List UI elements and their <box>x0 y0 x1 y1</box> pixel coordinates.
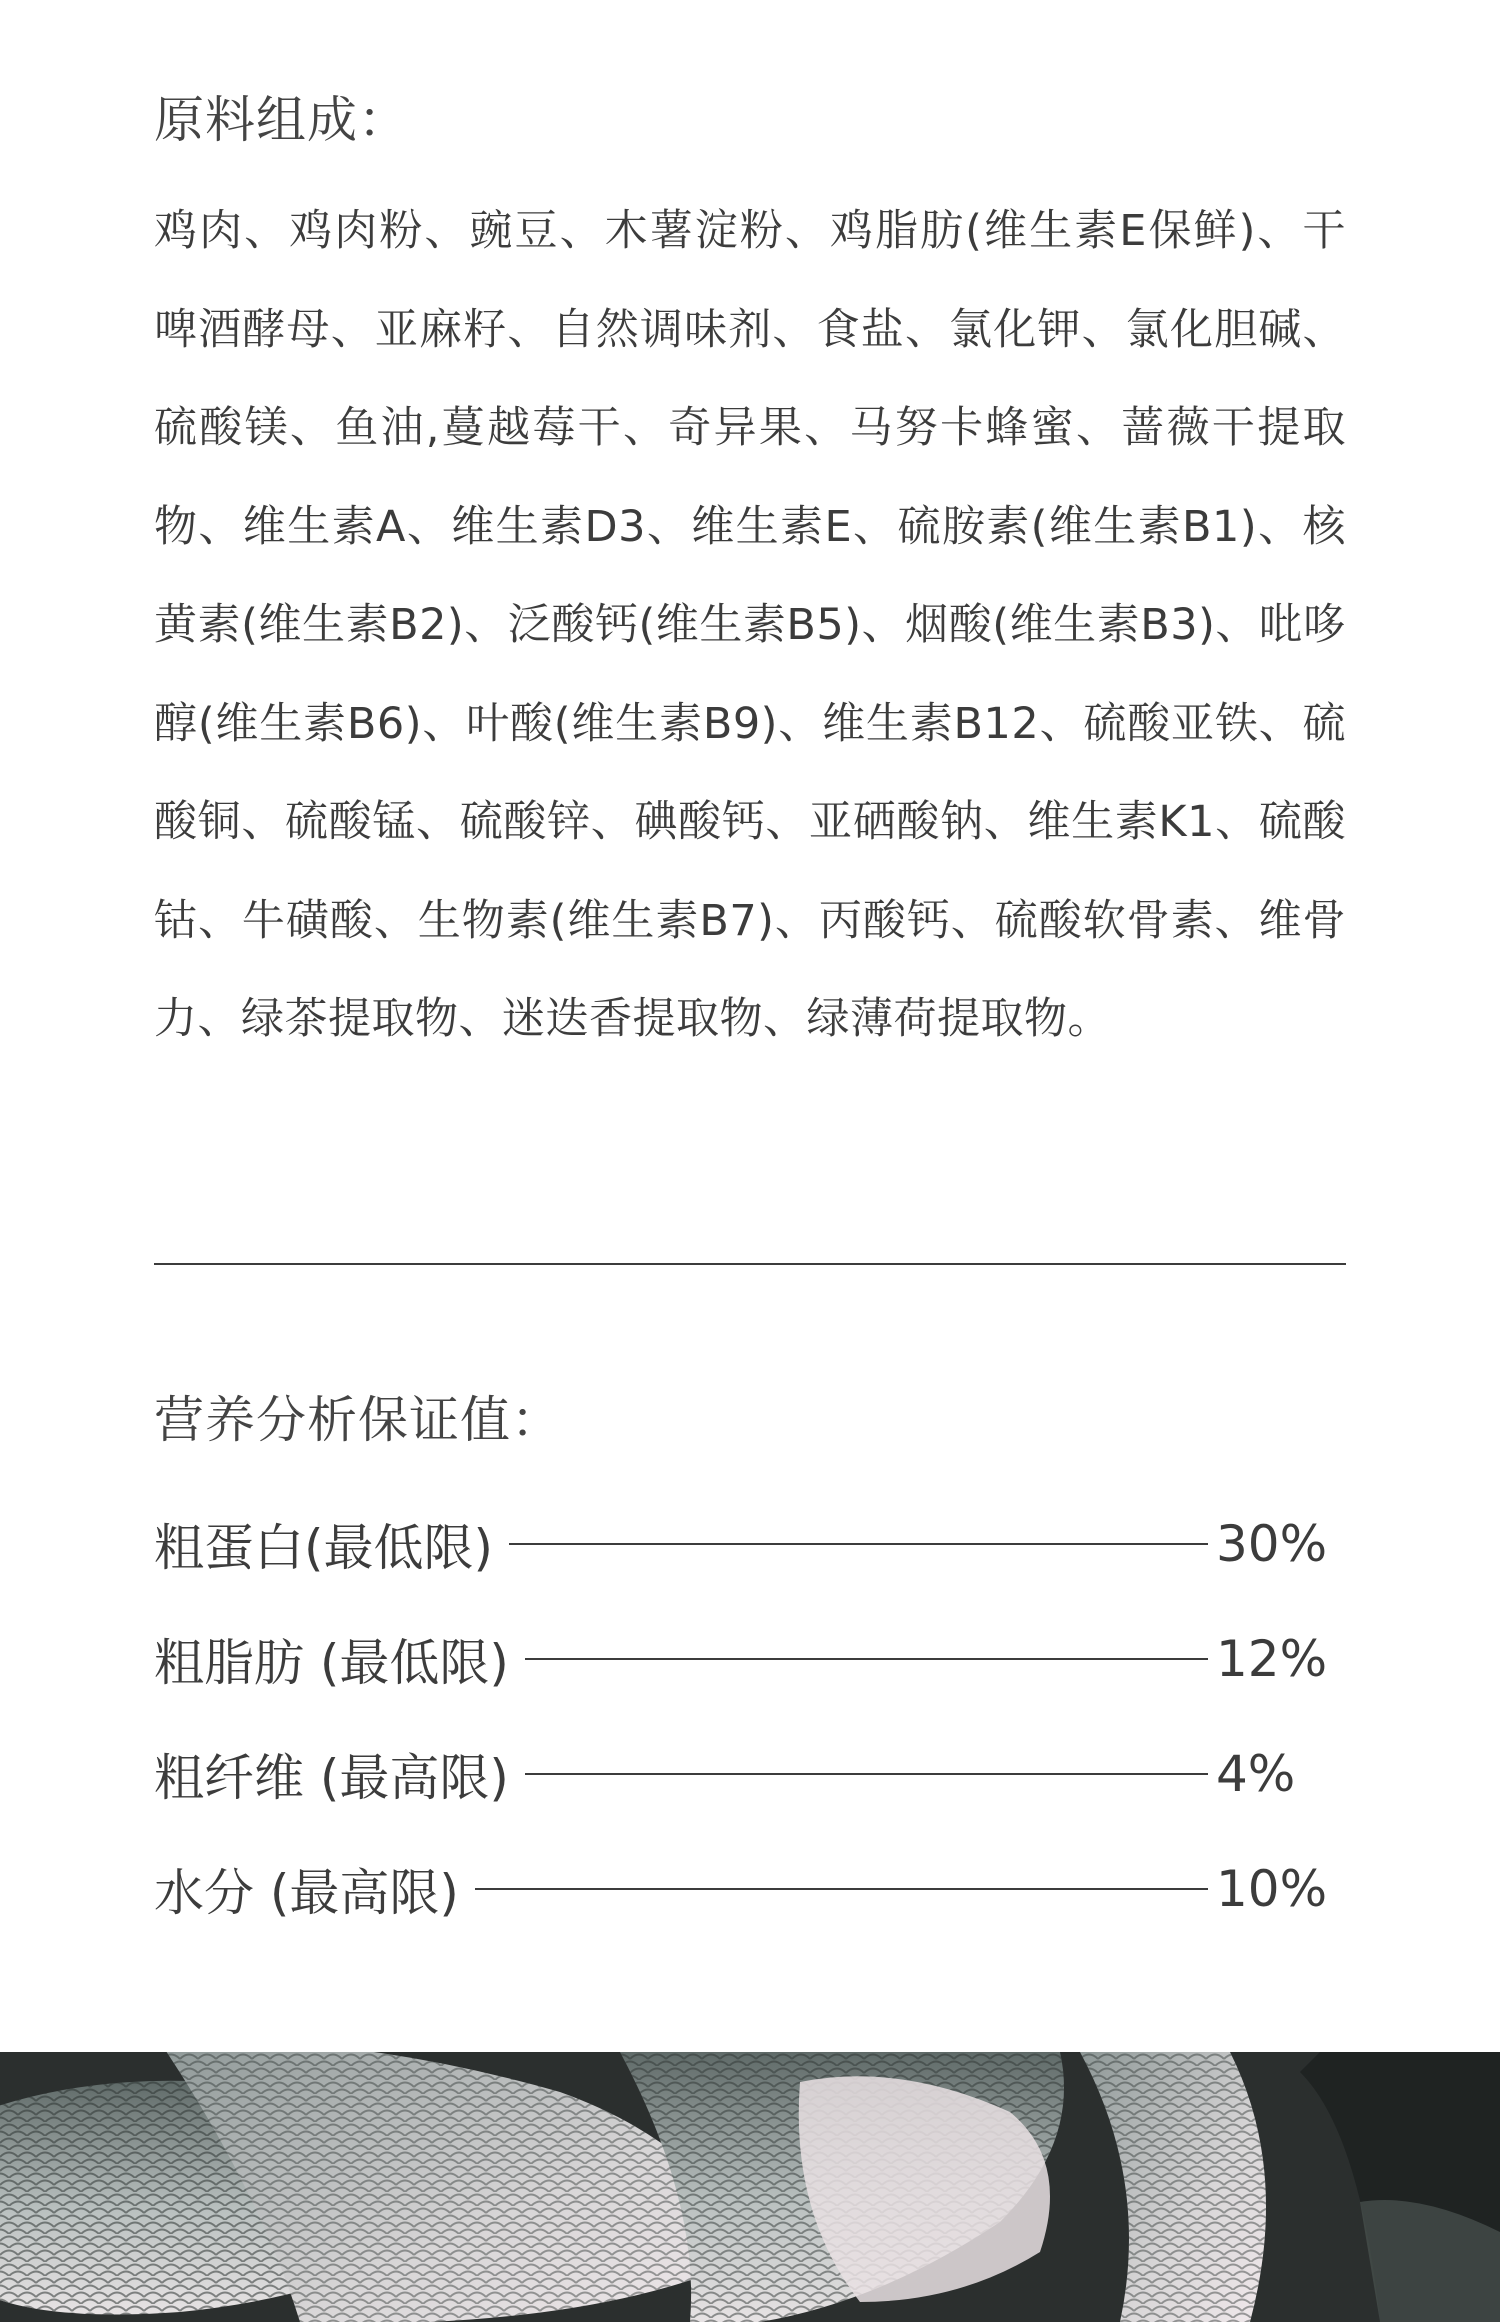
ingredients-heading: 原料组成： <box>154 91 409 149</box>
nutrition-row-protein <box>154 1486 1346 1601</box>
nutrient-name: 水分 (最高限) <box>154 1863 459 1922</box>
fish-illustration <box>0 2052 1500 2322</box>
section-divider <box>154 1263 1346 1265</box>
nutrient-value: 10% <box>1216 1859 1328 1918</box>
nutrition-section <box>154 1384 1346 1946</box>
leader-line <box>475 1888 1208 1890</box>
nutrient-value: 4% <box>1216 1744 1296 1803</box>
nutrition-row-fat <box>154 1601 1346 1716</box>
nutrition-row-moisture <box>154 1831 1346 1946</box>
nutrition-row-fiber <box>154 1716 1346 1831</box>
nutrient-value: 12% <box>1216 1629 1328 1688</box>
nutrition-list <box>154 1486 1346 1946</box>
leader-line <box>525 1658 1208 1660</box>
nutrient-name: 粗脂肪 (最低限) <box>154 1633 509 1692</box>
nutrient-value: 30% <box>1216 1514 1328 1573</box>
nutrient-name: 粗蛋白(最低限) <box>154 1518 494 1577</box>
ingredients-section <box>154 84 1346 1069</box>
nutrient-name: 粗纤维 (最高限) <box>154 1748 509 1807</box>
leader-line <box>525 1773 1208 1775</box>
leader-line <box>509 1543 1208 1545</box>
nutrition-heading: 营养分析保证值： <box>154 1391 562 1449</box>
fish-photo <box>0 2052 1500 2322</box>
ingredients-text: 鸡肉、鸡肉粉、豌豆、木薯淀粉、鸡脂肪(维生素E保鲜)、干啤酒酵母、亚麻籽、自然调味剂、食盐、氯化钾、氯化胆碱、硫酸镁、鱼油,蔓越莓干、奇异果、马努卡蜂蜜、蔷薇干提取物、维生素A、维生素D3、维生素E、硫胺素(维生素B1)、核黄素(维生素B2)、泛酸钙(维生素B5)、烟酸(维生素B3)、吡哆醇(维生素B6)、叶酸(维生素B9)、维生素B12、硫酸亚铁、硫酸铜、硫酸锰、硫酸锌、碘酸钙、亚硒酸钠、维生素K1、硫酸钴、牛磺酸、生物素(维生素B7)、丙酸钙、硫酸软骨素、维骨力、绿茶提取物、迷迭香提取物、绿薄荷提取物。 <box>154 206 1346 1044</box>
